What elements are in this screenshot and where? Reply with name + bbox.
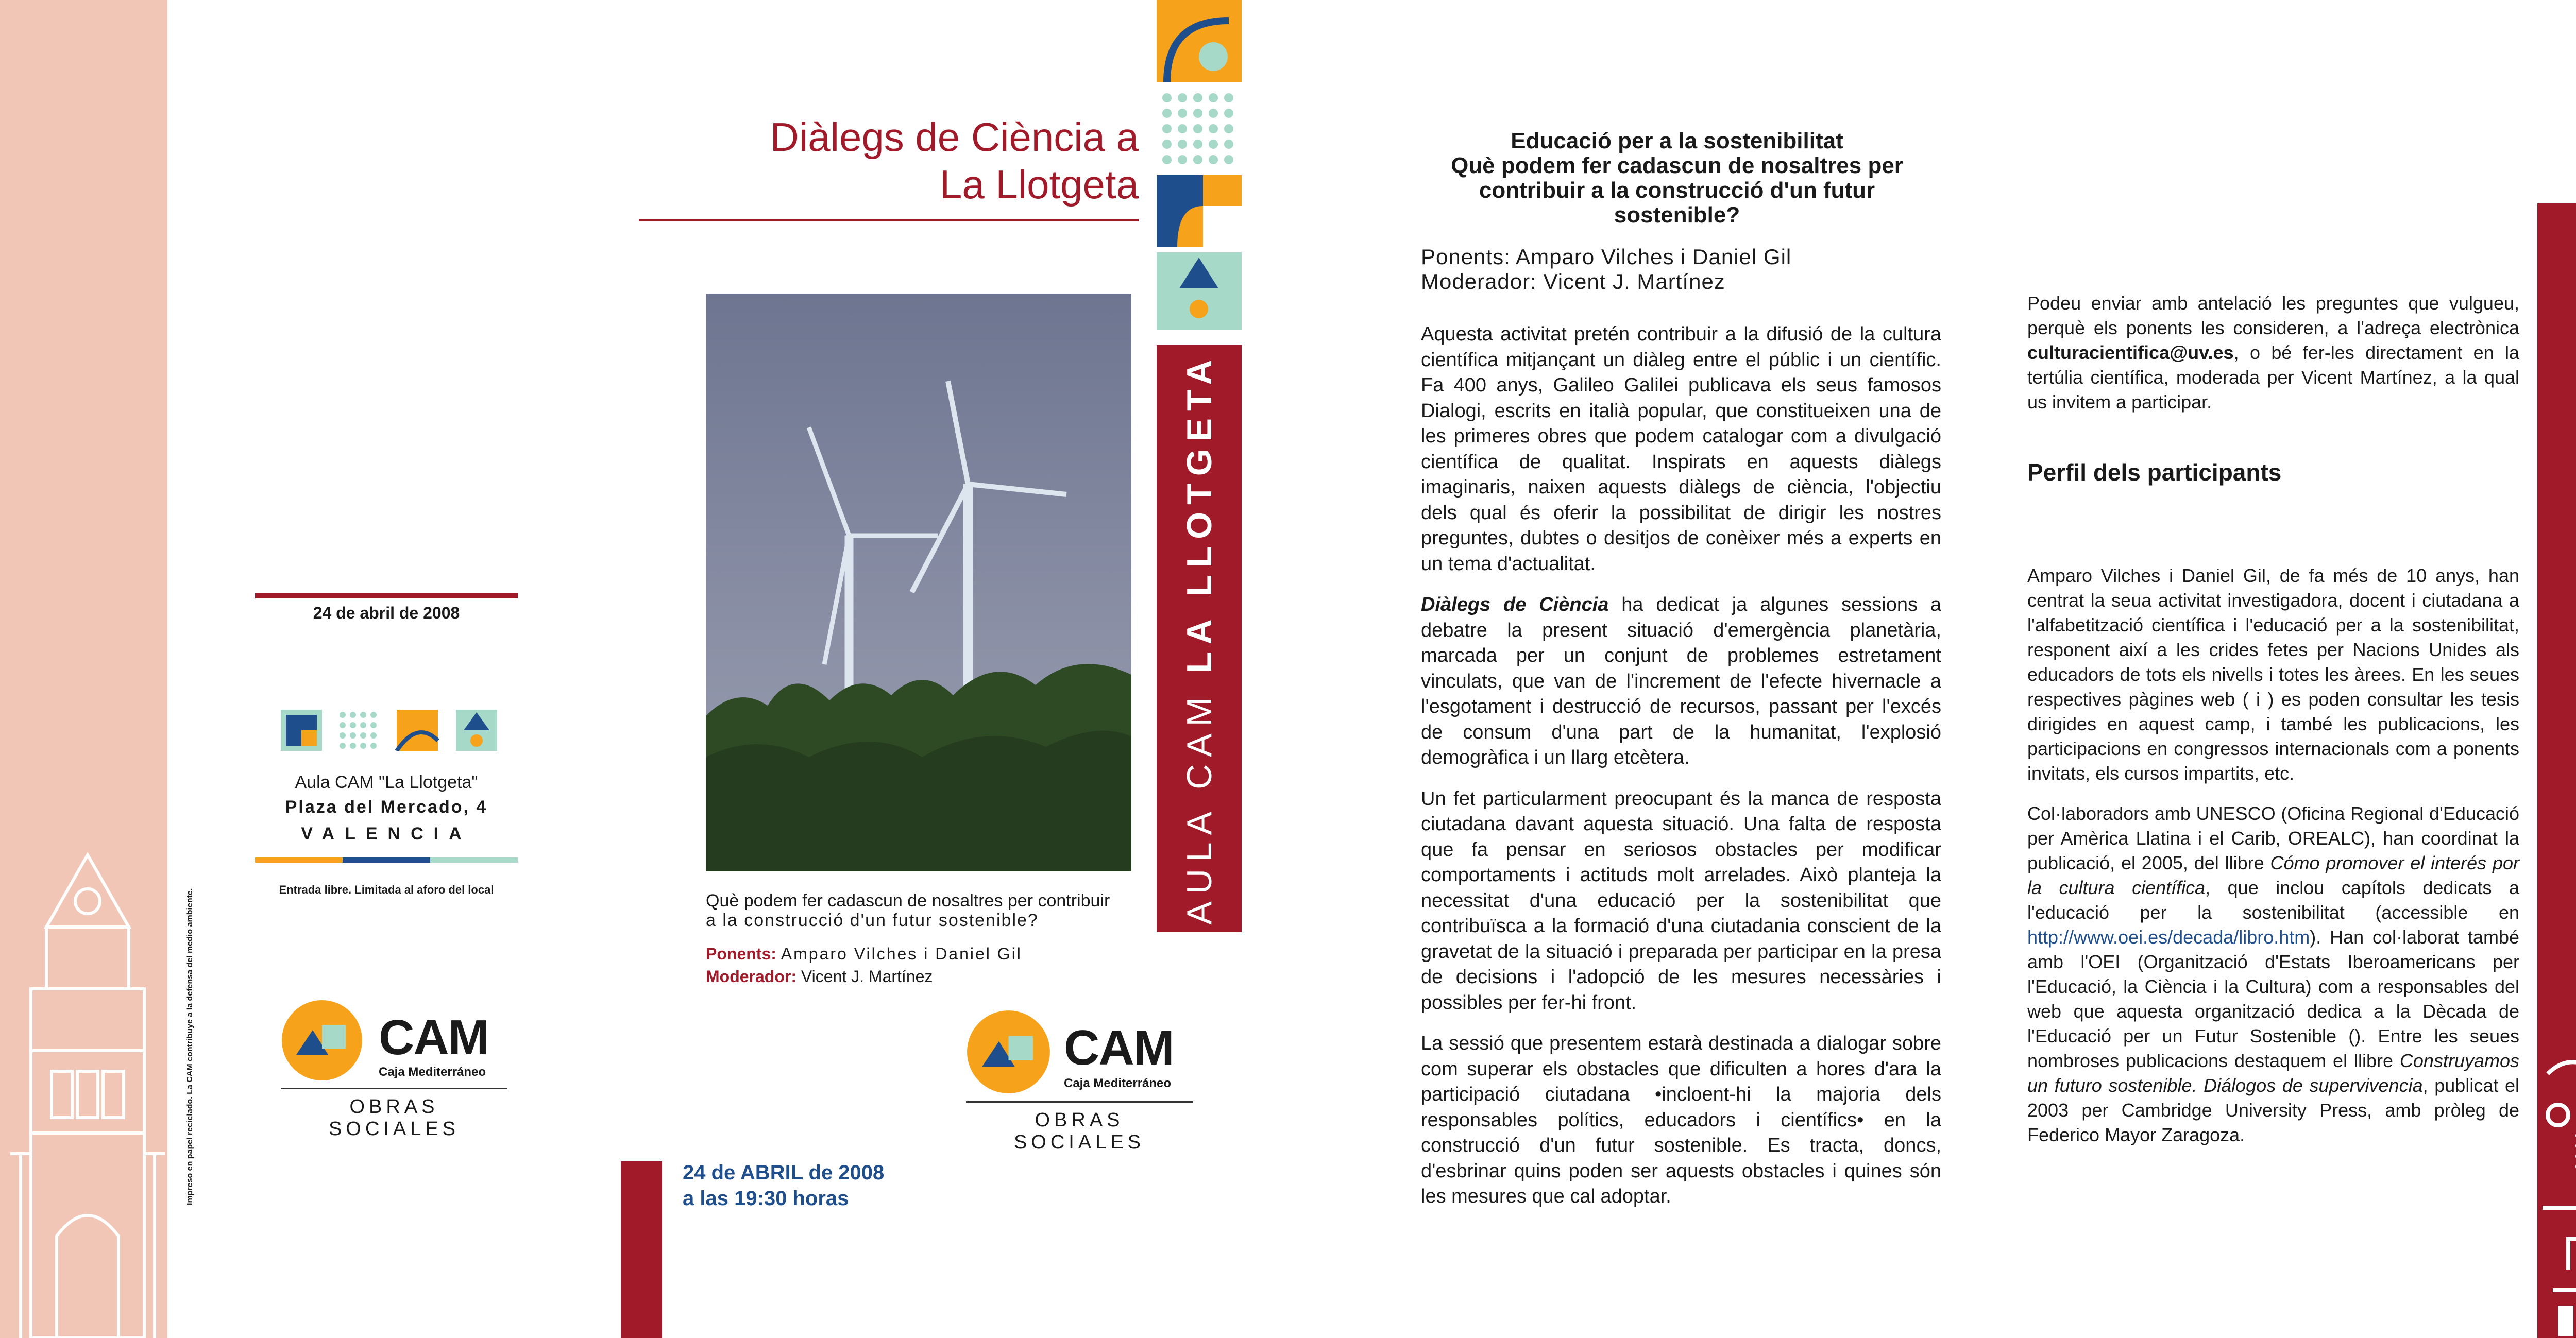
heading-line-3: contribuir a la construcció d'un futur sostenible? <box>1479 178 1875 228</box>
p2-text-c: ). Han col·laborat també amb l'OEI (Organització d'Estats Iberoamericans per l'Educació, la Ciència i la Cultura) com a responsables del web que aquesta organització dedica a la Dècada de l'Educació per un Futur Sostenible (). Entre les seues nombroses publicacions destaquem el llibre <box>2027 927 2519 1071</box>
body-paragraph-1: Aquesta activitat pretén contribuir a la difusió de la cultura científica mitjançant un diàleg entre el públic i un científic. Fa 400 anys, Galileo Galilei publicava els seus famosos Dialogi, escrits en italià popular, que constitueixen una de les primeres obres que podem catalogar com a divulgació científica de qualitat. Inspirats en aquests diàlegs imaginaris, naixen aquests diàlegs de ciència, l'objectiu dels qual és oferir la possibilitat de dirigir les nostres preguntes, dubtes o desitjos de conèixer més a experts en un tema d'actualitat. <box>1421 323 1941 575</box>
recycled-paper-note <box>185 845 206 1205</box>
panel3-heading <box>1419 129 1935 228</box>
p2-text-b: , que inclou capítols dedicats a l'educació per la sostenibilitat (accessible en <box>2027 877 2519 923</box>
decorative-squares-icon <box>281 710 497 751</box>
caption-line-1: Què podem fer cadascun de nosaltres per contribuir <box>706 891 1110 911</box>
cam-rule <box>966 1101 1193 1103</box>
panel1-date: 24 de abril de 2008 <box>313 604 460 622</box>
event-time: a las 19:30 horas <box>683 1187 849 1210</box>
panel2-ponents <box>706 945 1022 964</box>
cam-logo-2 <box>966 1009 1193 1164</box>
contact-email[interactable]: culturacientifica@uv.es <box>2027 342 2234 363</box>
cam-logo-icon <box>281 999 363 1082</box>
title-line-2: La Llotgeta <box>939 162 1139 207</box>
band-text-bold: LA LLOTGETA <box>1179 352 1219 673</box>
building-illustration <box>10 845 165 1338</box>
cam-obras: OBRAS SOCIALES <box>328 1096 460 1140</box>
cam-logo-1 <box>281 999 518 1143</box>
venue-name: Aula CAM "La Llotgeta" <box>295 773 478 792</box>
contact-paragraph <box>2027 291 2519 415</box>
p2-text-d: , publicat el 2003 per Cambridge University Press, amb pròleg de Federico Mayor Zaragoza. <box>2027 1075 2520 1145</box>
cam-brand: CAM <box>379 1010 488 1065</box>
moderador-label: Moderador: <box>706 967 796 986</box>
pink-side-strip <box>0 0 167 1338</box>
caption-line-2: a la construcció d'un futur sostenible? <box>706 911 1039 930</box>
wind-turbine-image <box>706 294 1131 871</box>
decorative-tiles <box>1157 0 1242 330</box>
heading-line-1: Educació per a la sostenibilitat <box>1511 128 1843 153</box>
heading-line-2: Què podem fer cadascun de nosaltres per <box>1451 153 1903 178</box>
ponents-label: Ponents: <box>706 945 776 963</box>
bottom-red-bar <box>621 1161 662 1338</box>
band-label <box>1157 345 1242 932</box>
brochure-title <box>639 113 1139 208</box>
panel2-moderador <box>706 967 933 986</box>
right-red-strip <box>2537 203 2576 1338</box>
venue-city: VALENCIA <box>301 824 472 844</box>
participants-heading: Perfil dels participants <box>2027 459 2282 486</box>
book-title-2: Construyamos un futuro sostenible. Diálogos de supervivencia <box>2027 1050 2519 1096</box>
body-paragraph-3: Un fet particularment preocupant és la manca de resposta ciutadana davant aquesta situació. Una falta de resposta que fa pensar en seriosos obstacles per modificar comportaments i actituds molt arrelades. Això planteja la necessitat d'una educació per la sostenibilitat que contribuïsca a la formació d'una ciutadania conscient de la gravetat de la situació i preparada per participar en la presa de decisions i l'adopció de les mesures necessàries i possibles per fer-hi front. <box>1421 787 1941 1014</box>
cam-subtitle: Caja Mediterráneo <box>1064 1076 1172 1090</box>
decorative-tiles-icon <box>1157 0 1242 330</box>
panel3-speakers <box>1421 245 1791 294</box>
entry-note: Entrada libre. Limitada al aforo del local <box>279 883 494 896</box>
participants-paragraph-2 <box>2027 801 2519 1147</box>
vertical-band <box>1157 345 1242 932</box>
wind-turbine-photo <box>706 294 1131 871</box>
p2-text-a: Col·laboradors amb UNESCO (Oficina Regional d'Educació per Amèrica Llatina i el Carib, OREALC), han coordinat la publicació, el 2005, del llibre <box>2027 803 2519 873</box>
title-line-1: Diàlegs de Ciència a <box>770 114 1139 160</box>
cam-logo-icon <box>966 1009 1051 1094</box>
cam-rule <box>281 1088 507 1089</box>
title-rule <box>639 219 1139 221</box>
ponents-value: Amparo Vilches i Daniel Gil <box>781 945 1022 963</box>
body-paragraph-2 <box>1421 592 1941 771</box>
book-title-1: Cómo promover el interés por la cultura científica <box>2027 852 2519 898</box>
body-paragraph-4: La sessió que presentem estarà destinada a dialogar sobre com superar els obstacles que dificulten a hores d'ara la participació ciutadana •incloent-hi la majoria dels responsables polítics, educadors i científics• en la construcció d'un futur sostenible. Es tracta, doncs, d'esbrinar quins poden ser aquests obstacles i quines són les mesures que cal adoptar. <box>1421 1033 1941 1207</box>
contact-text-a: Podeu enviar amb antelació les preguntes que vulgueu, perquè els ponents les consideren, a l'adreça electrònica <box>2027 293 2519 338</box>
panel4-body <box>2027 291 2519 1163</box>
contact-text-b: , o bé fer-les directament en la tertúlia científica, moderada per Vicent Martínez, a la qual us invitem a participar. <box>2027 342 2519 413</box>
panel3-body <box>1421 322 1941 1225</box>
cam-obras: OBRAS SOCIALES <box>1013 1109 1145 1153</box>
speakers-ponents: Ponents: Amparo Vilches i Daniel Gil <box>1421 245 1792 269</box>
series-name: Diàlegs de Ciència <box>1421 594 1609 615</box>
book-link[interactable]: http://www.oei.es/decada/libro.htm <box>2027 927 2310 948</box>
event-datetime <box>683 1160 884 1211</box>
event-date: 24 de ABRIL de 2008 <box>683 1161 885 1184</box>
speakers-moderador: Moderador: Vicent J. Martínez <box>1421 269 1725 294</box>
band-text-light: AULA CAM <box>1179 690 1219 925</box>
cam-brand: CAM <box>1064 1020 1174 1075</box>
venue-street: Plaza del Mercado, 4 <box>285 797 488 817</box>
participants-paragraph-1: Amparo Vilches i Daniel Gil, de fa més de 10 anys, han centrat la seua activitat investigadora, docent i ciutadana a l'alfabetització científica i l'educació per a la sostenibilitat, responent així a les crides fetes per Nacions Unides als educadors de tots els nivells i totes les àrees. En les seues respectives pàgines web ( i ) es poden consultar les tesis dirigides en aquest camp, i també les publicacions, les participacions en congressos internacionals com a ponents invitats, els cursos impartits, etc. <box>2027 565 2519 784</box>
icon-row <box>281 710 497 751</box>
recycled-paper-text: Impreso en papel reciclado. La CAM contribuye a la defensa del medio ambiente. <box>185 888 194 1205</box>
decorative-pattern-icon <box>2537 1053 2576 1338</box>
date-rule <box>255 593 518 598</box>
cam-subtitle: Caja Mediterráneo <box>379 1065 486 1079</box>
photo-caption <box>706 891 1133 930</box>
tricolor-rule <box>255 857 518 863</box>
body-paragraph-2-text: ha dedicat ja algunes sessions a debatre la present situació d'emergència planetària, marcada per un conjunt de problemes estretament vinculats, que van de l'increment de l'efecte hivernacle a l'esgotament i destrucció de recursos, passant per l'excés de consum d'una part de la humanitat, l'explosió demogràfica i un llarg etcètera. <box>1421 594 1941 768</box>
moderador-value: Vicent J. Martínez <box>801 967 933 986</box>
